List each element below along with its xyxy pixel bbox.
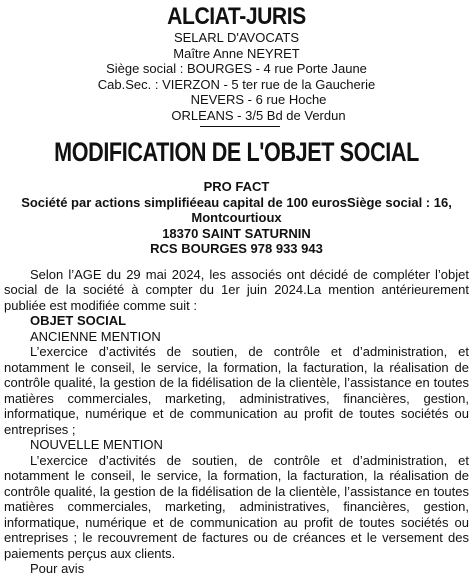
closing-text: Pour avis bbox=[30, 561, 85, 576]
firm-address-block bbox=[4, 30, 469, 123]
company-block bbox=[4, 179, 469, 257]
old-mention-label: ANCIENNE MENTION bbox=[30, 328, 161, 344]
head-office-address: Siège social : BOURGES - 4 rue Porte Jaune bbox=[106, 61, 367, 76]
secondary-office-address: Cab.Sec. : VIERZON - 5 ter rue de la Gaucherie bbox=[97, 76, 376, 92]
nevers-office-address: NEVERS - 6 rue Hoche bbox=[190, 92, 327, 107]
lawyer-name: Maître Anne NEYRET bbox=[173, 45, 300, 61]
notice-body bbox=[4, 267, 469, 577]
intro-paragraph: Selon l’AGE du 29 mai 2024, les associés ont décidé de compléter l’objet social de la société à compter du 1er juin 2024.La mention antérieurement publiée est modifiée comme suit : bbox=[4, 266, 469, 313]
firm-type: SELARL D'AVOCATS bbox=[173, 30, 300, 45]
new-mention-text: L’exercice d’activités de soutien, de contrôle et d’administration, et notamment le conseil, le service, la formation, la facturation, la réalisation de contrôle qualité, la gestion de la fidélisation de la clientèle, l’assistance en toutes matières commerciales, marketing, administratives, financières, gestion, informatique, numérique et de communication au profit de toutes sociétés ou entreprises ; le recouvrement de factures ou de créances et le versement des paiements perçus aux clients. bbox=[4, 452, 469, 561]
separator-line bbox=[200, 126, 280, 127]
new-mention-label: NOUVELLE MENTION bbox=[30, 437, 163, 452]
old-mention-text: L’exercice d’activités de soutien, de contrôle et d’administration, et notamment le conseil, le service, la formation, la facturation, la réalisation de contrôle qualité, la gestion de la fidélisation de la clientèle, l’assistance en toutes matières commerciales, marketing, administratives, financières, gestion, informatique, numérique et de communication au profit de toutes sociétés ou entreprises ; bbox=[4, 344, 469, 437]
company-description: Société par actions simplifiéeau capital de 100 eurosSiège social : 16, Montcourtioux bbox=[21, 194, 452, 225]
company-rcs: RCS BOURGES 978 933 943 bbox=[150, 241, 323, 256]
section-heading: OBJET SOCIAL bbox=[30, 313, 127, 328]
notice-title: MODIFICATION DE L'OBJET SOCIAL bbox=[54, 137, 419, 167]
company-postal-address: 18370 SAINT SATURNIN bbox=[162, 225, 311, 241]
company-name: PRO FACT bbox=[203, 179, 270, 194]
orleans-office-address: ORLEANS - 3/5 Bd de Verdun bbox=[171, 107, 346, 123]
firm-name: ALCIAT-JURIS bbox=[167, 3, 306, 30]
